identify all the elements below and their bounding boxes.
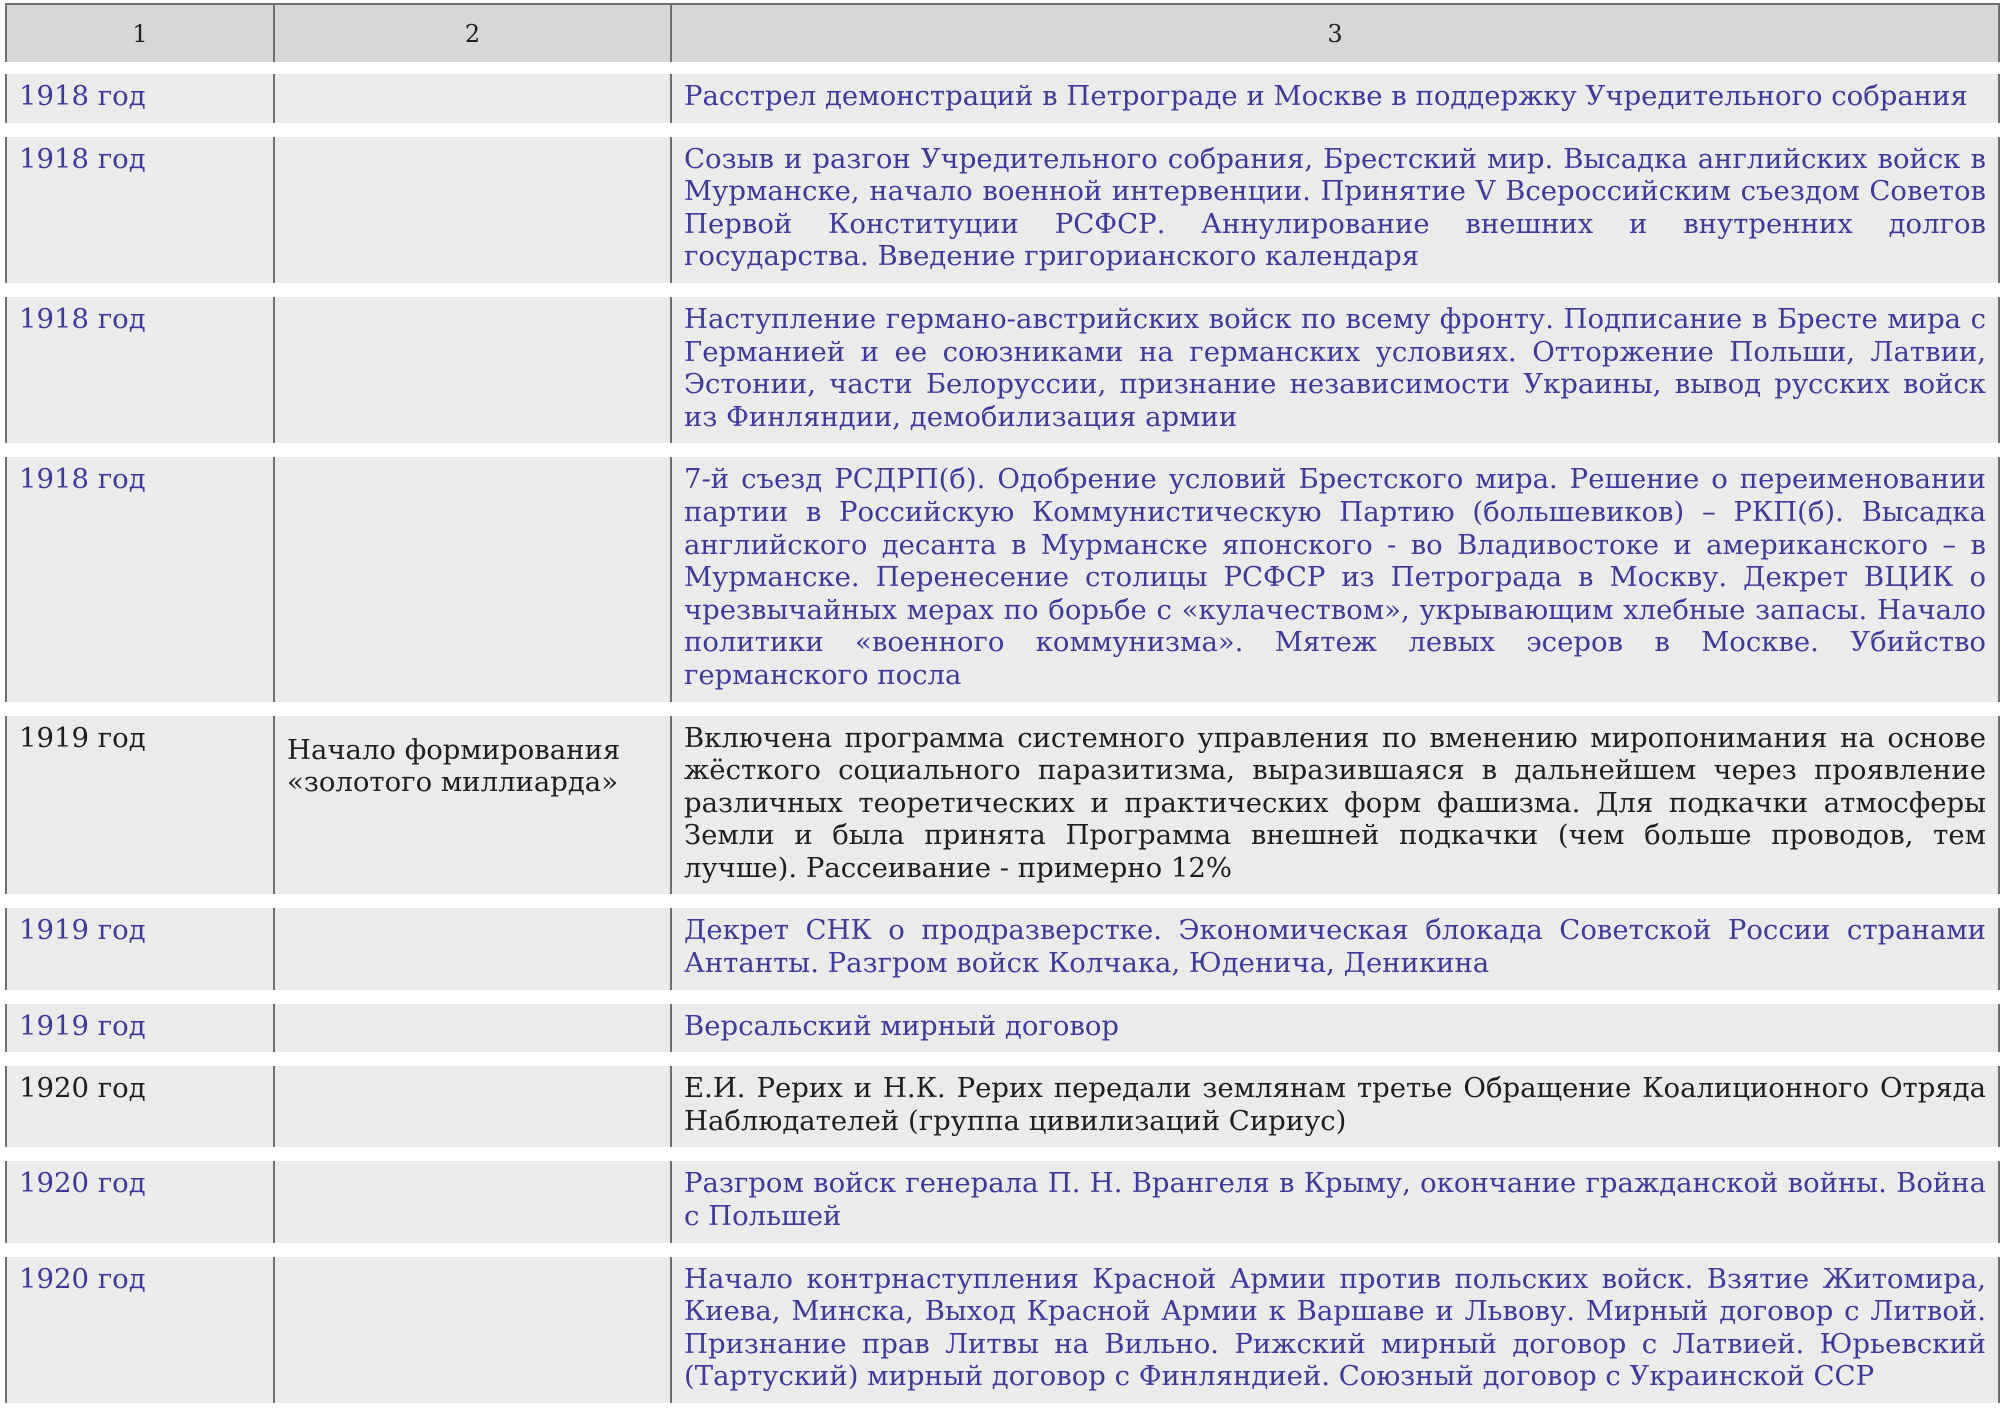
note-cell <box>274 1250 671 1406</box>
table-row <box>6 290 1999 450</box>
year-cell: 1918 год <box>6 68 274 130</box>
table-row <box>6 68 1999 130</box>
event-cell: Версальский мирный договор <box>671 997 1999 1060</box>
table-row <box>6 1154 1999 1249</box>
table-row <box>6 901 1999 996</box>
table-row <box>6 709 1999 902</box>
note-cell <box>274 450 671 708</box>
event-cell: Разгром войск генерала П. Н. Врангеля в Крыму, окончание гражданской войны. Война с Польшей <box>671 1154 1999 1249</box>
event-cell: Е.И. Рерих и Н.К. Рерих передали землянам третье Обращение Коалиционного Отряда Наблюдателей (группа цивилизаций Сириус) <box>671 1059 1999 1154</box>
year-cell: 1918 год <box>6 290 274 450</box>
note-cell <box>274 997 671 1060</box>
event-cell: Расстрел демонстраций в Петрограде и Москве в поддержку Учредительного собрания <box>671 68 1999 130</box>
table-row <box>6 997 1999 1060</box>
event-cell: Начало контрнаступления Красной Армии против польских войск. Взятие Житомира, Киева, Минска, Выход Красной Армии к Варшаве и Львову. Мирный договор с Литвой. Признание прав Литвы на Вильно. Рижский мирный договор с Латвией. Юрьевский (Тартуский) мирный договор с Финляндией. Союзный договор с Украинской ССР <box>671 1250 1999 1406</box>
header-row <box>6 4 1999 68</box>
year-cell: 1920 год <box>6 1059 274 1154</box>
note-cell <box>274 1154 671 1249</box>
note-cell <box>274 130 671 290</box>
chronology-table <box>5 3 2000 1409</box>
table-row <box>6 1250 1999 1406</box>
column-header-3: 3 <box>671 4 1999 68</box>
note-cell: Начало формирования «золотого миллиарда» <box>274 709 671 902</box>
table-row <box>6 130 1999 290</box>
year-cell: 1919 год <box>6 997 274 1060</box>
column-header-1: 1 <box>6 4 274 68</box>
table-header <box>6 4 1999 68</box>
year-cell: 1919 год <box>6 709 274 902</box>
year-cell: 1919 год <box>6 901 274 996</box>
table-body <box>6 68 1999 1406</box>
year-cell: 1920 год <box>6 1250 274 1406</box>
event-cell: Декрет СНК о продразверстке. Экономическая блокада Советской России странами Антанты. Разгром войск Колчака, Юденича, Деникина <box>671 901 1999 996</box>
year-cell: 1918 год <box>6 130 274 290</box>
note-cell <box>274 1059 671 1154</box>
table-row <box>6 450 1999 708</box>
event-cell: 7-й съезд РСДРП(б). Одобрение условий Брестского мира. Решение о переименовании партии в Российскую Коммунистическую Партию (большевиков) – РКП(б). Высадка английского десанта в Мурманске японского - во Владивостоке и американского – в Мурманске. Перенесение столицы РСФСР из Петрограда в Москву. Декрет ВЦИК о чрезвычайных мерах по борьбе с «кулачеством», укрывающим хлебные запасы. Начало политики «военного коммунизма». Мятеж левых эсеров в Москве. Убийство германского посла <box>671 450 1999 708</box>
event-cell: Включена программа системного управления по вменению миропонимания на основе жёсткого социального паразитизма, выразившаяся в дальнейшем через проявление различных теоретических и практических форм фашизма. Для подкачки атмосферы Земли и была принята Программа внешней подкачки (чем больше проводов, тем лучше). Рассеивание - примерно 12% <box>671 709 1999 902</box>
note-cell <box>274 68 671 130</box>
table-row <box>6 1059 1999 1154</box>
note-cell <box>274 290 671 450</box>
event-cell: Созыв и разгон Учредительного собрания, Брестский мир. Высадка английских войск в Мурманске, начало военной интервенции. Принятие V Всероссийским съездом Советов Первой Конституции РСФСР. Аннулирование внешних и внутренних долгов государства. Введение григорианского календаря <box>671 130 1999 290</box>
event-cell: Наступление германо-австрийских войск по всему фронту. Подписание в Бресте мира с Германией и ее союзниками на германских условиях. Отторжение Польши, Латвии, Эстонии, части Белоруссии, признание независимости Украины, вывод русских войск из Финляндии, демобилизация армии <box>671 290 1999 450</box>
note-cell <box>274 901 671 996</box>
year-cell: 1918 год <box>6 450 274 708</box>
year-cell: 1920 год <box>6 1154 274 1249</box>
column-header-2: 2 <box>274 4 671 68</box>
